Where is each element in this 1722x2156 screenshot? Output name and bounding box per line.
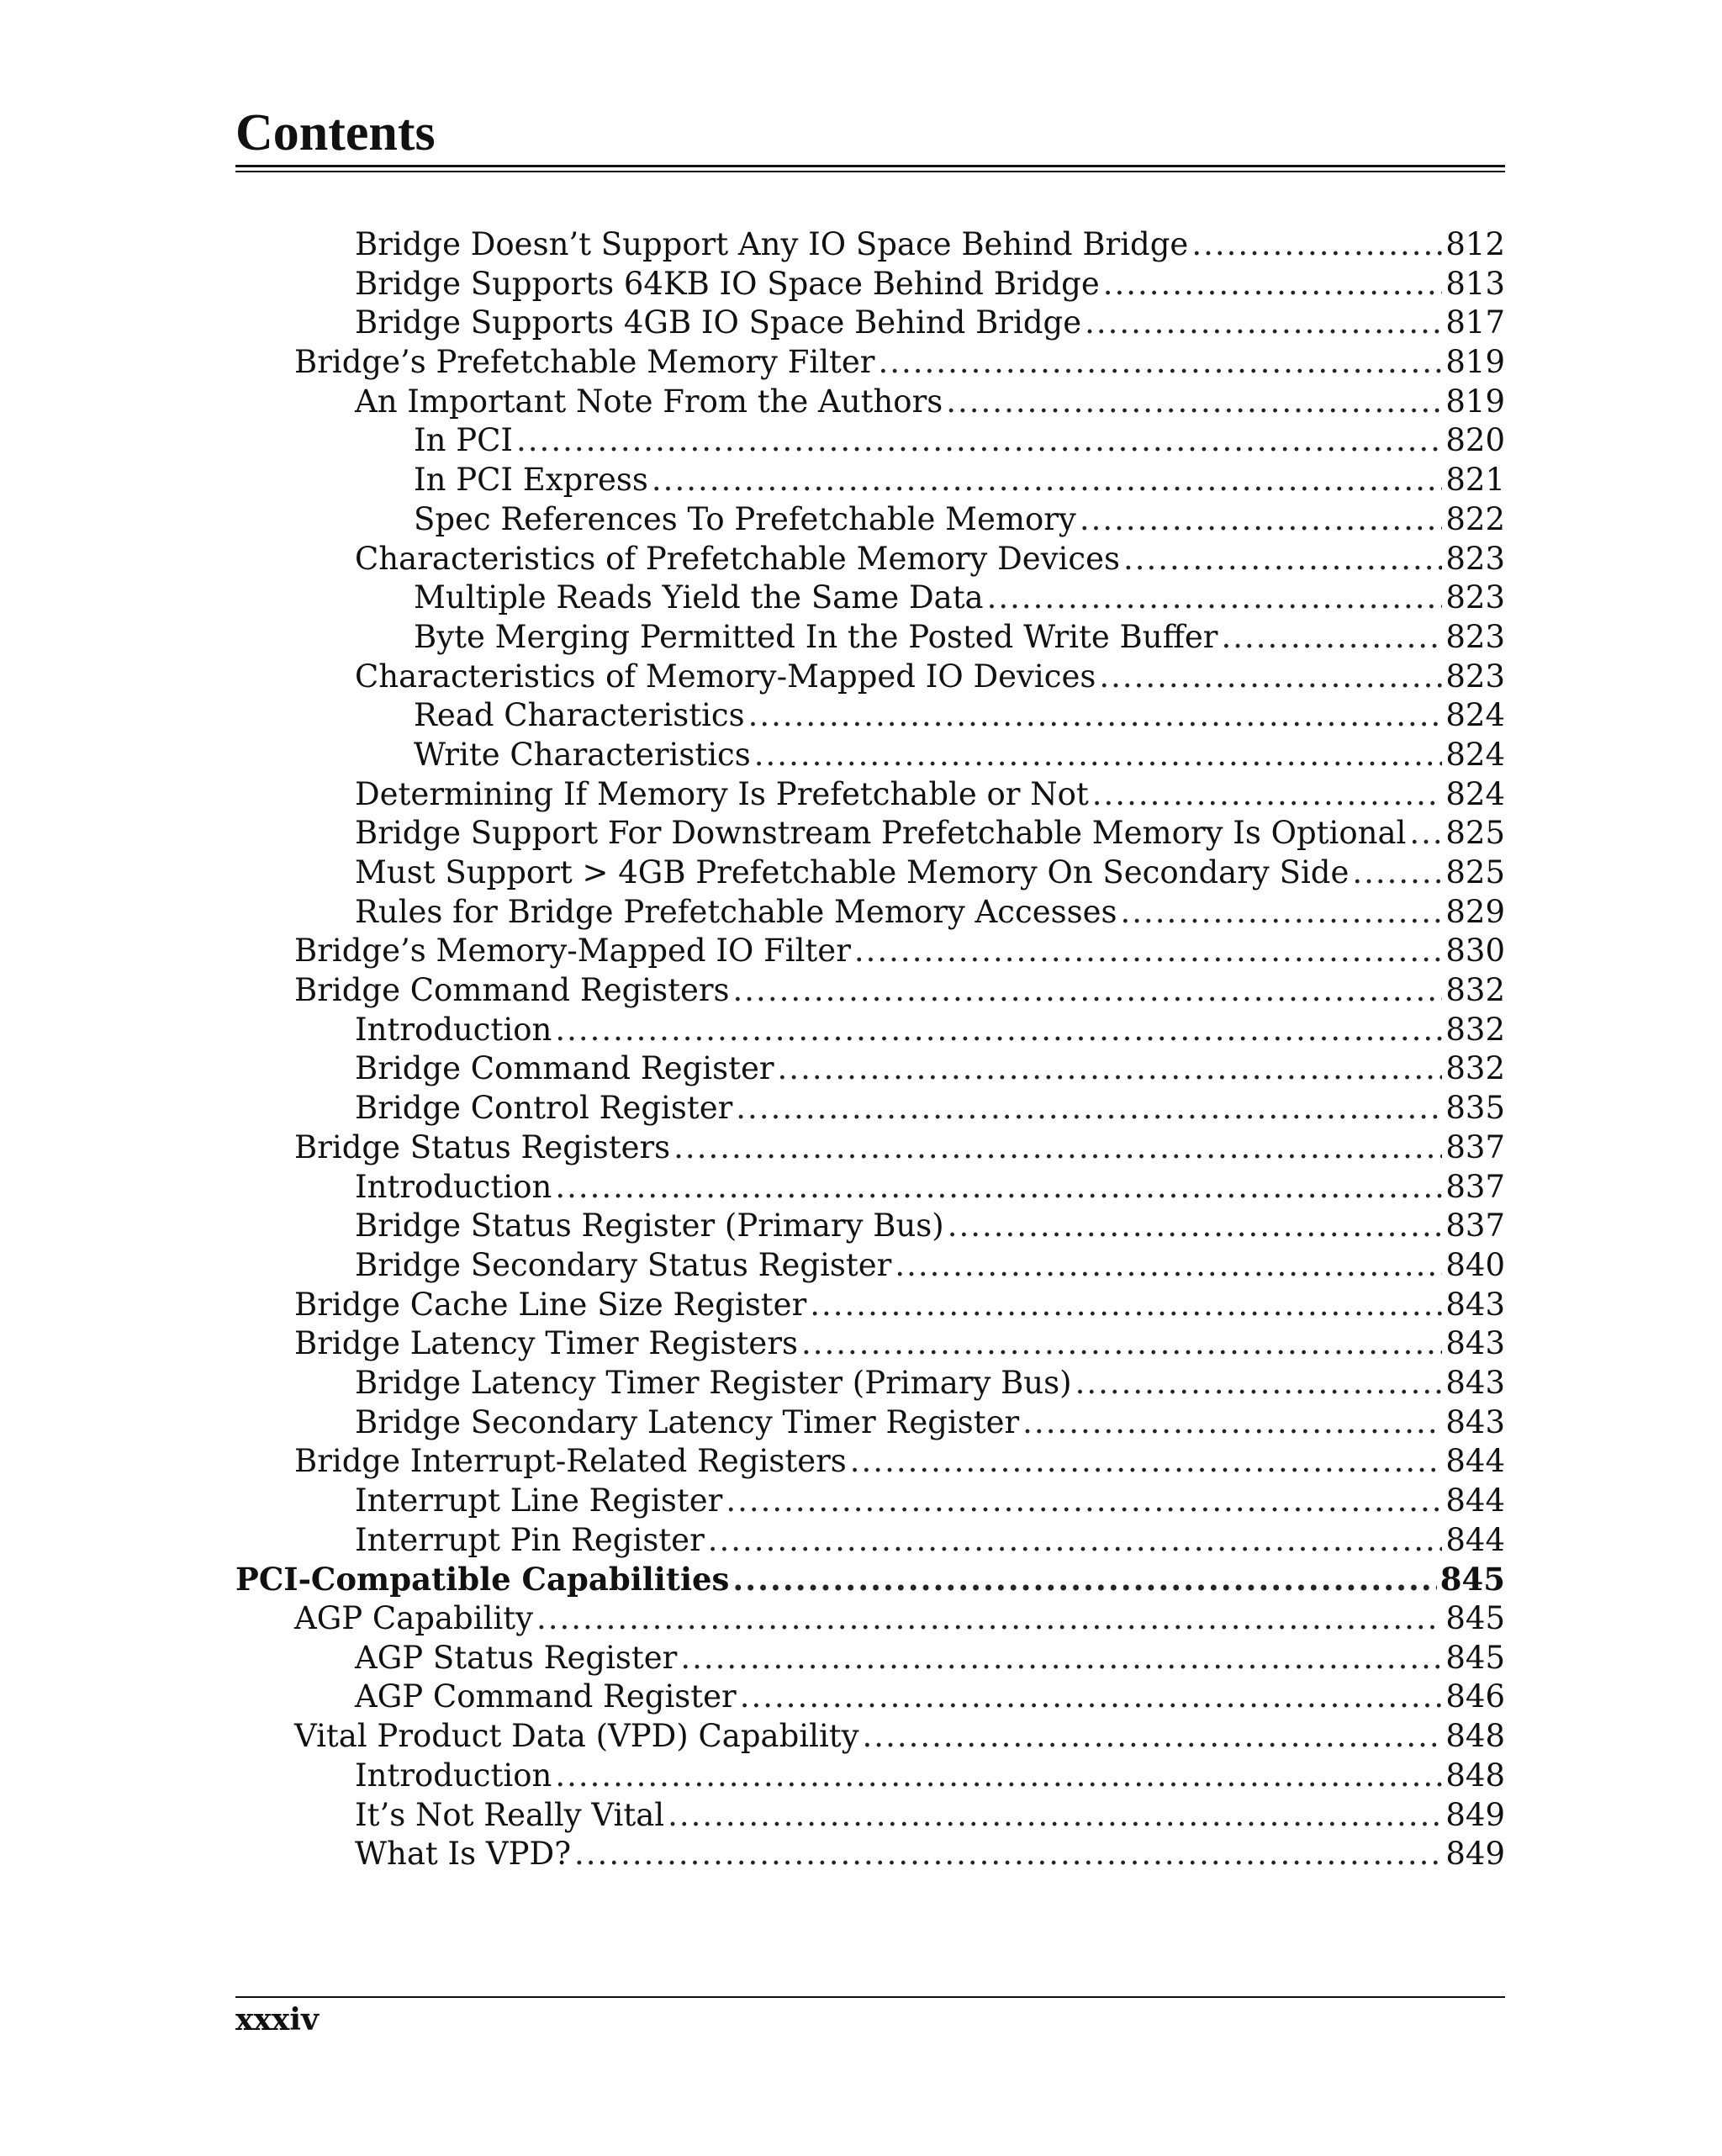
toc-entry[interactable] (235, 1835, 1505, 1874)
toc-entry[interactable] (235, 1128, 1505, 1168)
toc-entry[interactable] (235, 1011, 1505, 1050)
toc-dot-leader (895, 1246, 1442, 1286)
toc-entry[interactable] (235, 343, 1505, 383)
toc-entry-page: 821 (1445, 462, 1505, 499)
toc-entry-page: 844 (1445, 1482, 1505, 1519)
toc-dot-leader (574, 1835, 1442, 1874)
toc-entry-title: Bridge Doesn’t Support Any IO Space Behind Bridge (355, 226, 1189, 262)
toc-entry[interactable] (235, 1049, 1505, 1089)
toc-entry-page: 843 (1445, 1286, 1505, 1323)
toc-entry[interactable] (235, 1639, 1505, 1678)
toc-entry[interactable] (235, 461, 1505, 500)
toc-entry-title: Write Characteristics (414, 736, 751, 773)
toc-entry-title: Bridge Support For Downstream Prefetchable Memory Is Optional (355, 815, 1407, 852)
toc-dot-leader (1022, 1403, 1442, 1443)
toc-entry-page: 848 (1445, 1718, 1505, 1755)
toc-dot-leader (1409, 814, 1442, 853)
toc-entry[interactable] (235, 579, 1505, 618)
toc-entry-title: Bridge’s Prefetchable Memory Filter (294, 344, 875, 381)
toc-entry-title: Interrupt Pin Register (355, 1521, 705, 1558)
toc-entry-title: Rules for Bridge Prefetchable Memory Accesses (355, 893, 1117, 930)
toc-entry[interactable] (235, 1678, 1505, 1717)
toc-dot-leader (754, 736, 1443, 775)
toc-entry-page: 849 (1445, 1836, 1505, 1873)
toc-entry[interactable] (235, 500, 1505, 540)
toc-entry[interactable] (235, 383, 1505, 422)
toc-entry-page: 832 (1445, 1050, 1505, 1087)
toc-entry[interactable] (235, 1442, 1505, 1482)
toc-entry-title: Bridge Latency Timer Registers (294, 1325, 798, 1362)
toc-dot-leader (1092, 775, 1443, 815)
toc-entry-title: Bridge Secondary Status Register (355, 1246, 892, 1283)
toc-entry-title: Byte Merging Permitted In the Posted Write Buffer (414, 618, 1218, 655)
table-of-contents (235, 225, 1505, 1874)
toc-entry-page: 832 (1445, 972, 1505, 1009)
toc-dot-leader (1080, 500, 1443, 540)
toc-entry-page: 845 (1445, 1639, 1505, 1676)
toc-entry-title: An Important Note From the Authors (355, 383, 943, 420)
toc-entry-page: 844 (1445, 1521, 1505, 1558)
toc-entry-page: 825 (1445, 854, 1505, 890)
toc-entry[interactable] (235, 814, 1505, 853)
toc-entry[interactable] (235, 775, 1505, 815)
toc-entry-title: Bridge Supports 4GB IO Space Behind Bridge (355, 304, 1082, 341)
toc-entry[interactable] (235, 696, 1505, 736)
toc-entry-page: 819 (1445, 344, 1505, 381)
toc-dot-leader (748, 696, 1443, 736)
toc-entry[interactable] (235, 1207, 1505, 1246)
toc-dot-leader (736, 1089, 1442, 1128)
toc-entry-title: Bridge Cache Line Size Register (294, 1286, 807, 1323)
toc-entry-title: Bridge Latency Timer Register (Primary Bus) (355, 1364, 1072, 1401)
toc-entry-page: 823 (1445, 618, 1505, 655)
toc-dot-leader (673, 1128, 1442, 1168)
toc-entry-page: 843 (1445, 1364, 1505, 1401)
toc-dot-leader (555, 1011, 1442, 1050)
toc-dot-leader (1352, 853, 1442, 893)
toc-entry-page: 817 (1445, 304, 1505, 341)
toc-dot-leader (726, 1482, 1442, 1521)
page-title: Contents (235, 104, 436, 161)
toc-entry-title: AGP Command Register (355, 1678, 737, 1715)
toc-entry[interactable] (235, 225, 1505, 265)
toc-entry[interactable] (235, 1286, 1505, 1325)
toc-dot-leader (801, 1324, 1442, 1364)
toc-dot-leader (740, 1678, 1443, 1717)
toc-entry-title: AGP Capability (294, 1600, 534, 1637)
toc-dot-leader (555, 1168, 1442, 1207)
toc-dot-leader (879, 343, 1443, 383)
toc-entry[interactable] (235, 540, 1505, 579)
toc-entry[interactable] (235, 658, 1505, 697)
toc-entry-title: Vital Product Data (VPD) Capability (294, 1718, 859, 1755)
toc-entry-title: Introduction (355, 1757, 552, 1794)
toc-entry-page: 824 (1445, 697, 1505, 734)
toc-dot-leader (652, 461, 1442, 500)
toc-entry-title: In PCI Express (414, 462, 648, 499)
toc-entry-page: 840 (1445, 1246, 1505, 1283)
toc-dot-leader (946, 383, 1442, 422)
toc-entry-page: 823 (1445, 658, 1505, 695)
toc-entry-page: 837 (1445, 1168, 1505, 1205)
toc-entry-title: Bridge Status Registers (294, 1128, 671, 1165)
toc-entry-page: 830 (1445, 933, 1505, 970)
toc-entry-page: 825 (1445, 815, 1505, 852)
footer-rule (235, 1996, 1505, 1998)
toc-entry-page: 845 (1445, 1600, 1505, 1637)
toc-entry[interactable] (235, 1717, 1505, 1757)
toc-entry-page: 819 (1445, 383, 1505, 420)
toc-dot-leader (516, 421, 1442, 461)
toc-entry[interactable] (235, 736, 1505, 775)
toc-dot-leader (810, 1286, 1442, 1325)
toc-dot-leader (1221, 618, 1442, 658)
toc-entry-page: 823 (1445, 579, 1505, 616)
toc-entry-title: It’s Not Really Vital (355, 1796, 665, 1833)
toc-entry-page: 813 (1445, 265, 1505, 302)
toc-entry-title: Characteristics of Memory-Mapped IO Devices (355, 658, 1096, 695)
toc-entry-title: Determining If Memory Is Prefetchable or Not (355, 775, 1089, 812)
toc-dot-leader (854, 932, 1442, 971)
toc-entry[interactable] (235, 304, 1505, 343)
toc-entry[interactable] (235, 1168, 1505, 1207)
toc-dot-leader (1123, 540, 1442, 579)
toc-dot-leader (1085, 304, 1442, 343)
toc-entry[interactable] (235, 1324, 1505, 1364)
toc-dot-leader (1120, 893, 1442, 933)
toc-entry-page: 837 (1445, 1128, 1505, 1165)
toc-entry-title: Bridge Status Register (Primary Bus) (355, 1207, 944, 1244)
toc-dot-leader (948, 1207, 1443, 1246)
toc-entry-title: Characteristics of Prefetchable Memory Devices (355, 540, 1120, 577)
toc-dot-leader (732, 1560, 1436, 1599)
toc-dot-leader (850, 1442, 1443, 1482)
toc-entry-title: Spec References To Prefetchable Memory (414, 500, 1076, 537)
toc-entry-page: 843 (1445, 1325, 1505, 1362)
toc-entry-title: Read Characteristics (414, 697, 745, 734)
toc-entry[interactable] (235, 853, 1505, 893)
toc-entry-page: 824 (1445, 775, 1505, 812)
toc-dot-leader (536, 1599, 1442, 1639)
toc-entry[interactable] (235, 1364, 1505, 1403)
toc-dot-leader (1099, 658, 1442, 697)
toc-entry-title: Bridge Supports 64KB IO Space Behind Bridge (355, 265, 1100, 302)
toc-entry-title: AGP Status Register (355, 1639, 678, 1676)
toc-entry-page: 843 (1445, 1403, 1505, 1440)
toc-entry-page: 824 (1445, 736, 1505, 773)
header-rule-upper (235, 165, 1505, 167)
toc-entry[interactable] (235, 1089, 1505, 1128)
toc-entry[interactable] (235, 893, 1505, 933)
toc-entry[interactable] (235, 971, 1505, 1011)
toc-dot-leader (668, 1796, 1442, 1836)
toc-entry[interactable] (235, 265, 1505, 304)
toc-entry-title: Bridge’s Memory-Mapped IO Filter (294, 933, 851, 970)
toc-dot-leader (778, 1049, 1443, 1089)
toc-entry[interactable] (235, 1482, 1505, 1521)
toc-entry-page: 844 (1445, 1443, 1505, 1480)
toc-entry-page: 837 (1445, 1207, 1505, 1244)
toc-entry[interactable] (235, 1599, 1505, 1639)
toc-entry[interactable] (235, 421, 1505, 461)
page-number: xxxiv (235, 2002, 319, 2037)
toc-dot-leader (1075, 1364, 1443, 1403)
toc-entry-page: 832 (1445, 1011, 1505, 1048)
toc-entry-title: Bridge Command Registers (294, 972, 730, 1009)
toc-entry-title: Introduction (355, 1011, 552, 1048)
toc-entry-page: 823 (1445, 540, 1505, 577)
toc-entry[interactable] (235, 932, 1505, 971)
toc-dot-leader (987, 579, 1443, 618)
toc-entry-title: Interrupt Line Register (355, 1482, 723, 1519)
toc-entry-page: 829 (1445, 893, 1505, 930)
toc-entry-page: 846 (1445, 1678, 1505, 1715)
toc-dot-leader (1191, 225, 1442, 265)
toc-entry-title: Bridge Control Register (355, 1090, 733, 1127)
toc-entry-title: Bridge Secondary Latency Timer Register (355, 1403, 1020, 1440)
toc-entry-page: 820 (1445, 422, 1505, 459)
toc-entry[interactable] (235, 1403, 1505, 1443)
header-rule-lower (235, 171, 1505, 172)
toc-entry-page: 849 (1445, 1796, 1505, 1833)
toc-entry[interactable] (235, 1521, 1505, 1561)
toc-entry-title: Bridge Interrupt-Related Registers (294, 1443, 847, 1480)
toc-entry-title: Multiple Reads Yield the Same Data (414, 579, 984, 616)
toc-entry[interactable] (235, 1560, 1505, 1599)
toc-entry-page: 835 (1445, 1090, 1505, 1127)
toc-entry-page: 845 (1439, 1561, 1505, 1599)
toc-entry-page: 848 (1445, 1757, 1505, 1794)
toc-dot-leader (733, 971, 1443, 1011)
toc-entry-title: Must Support > 4GB Prefetchable Memory On Secondary Side (355, 854, 1350, 890)
toc-dot-leader (863, 1717, 1443, 1757)
toc-entry-page: 822 (1445, 500, 1505, 537)
toc-entry-title: What Is VPD? (355, 1836, 572, 1873)
toc-entry-title: Bridge Command Register (355, 1050, 774, 1087)
toc-entry[interactable] (235, 1757, 1505, 1796)
toc-entry-title: PCI-Compatible Capabilities (235, 1561, 730, 1599)
toc-entry-page: 812 (1445, 226, 1505, 262)
toc-entry[interactable] (235, 1796, 1505, 1836)
toc-entry[interactable] (235, 1246, 1505, 1286)
toc-entry-title: Introduction (355, 1168, 552, 1205)
toc-dot-leader (1103, 265, 1443, 304)
toc-entry-title: In PCI (414, 422, 514, 459)
toc-entry[interactable] (235, 618, 1505, 658)
toc-dot-leader (708, 1521, 1443, 1561)
toc-dot-leader (680, 1639, 1442, 1678)
toc-dot-leader (555, 1757, 1442, 1796)
